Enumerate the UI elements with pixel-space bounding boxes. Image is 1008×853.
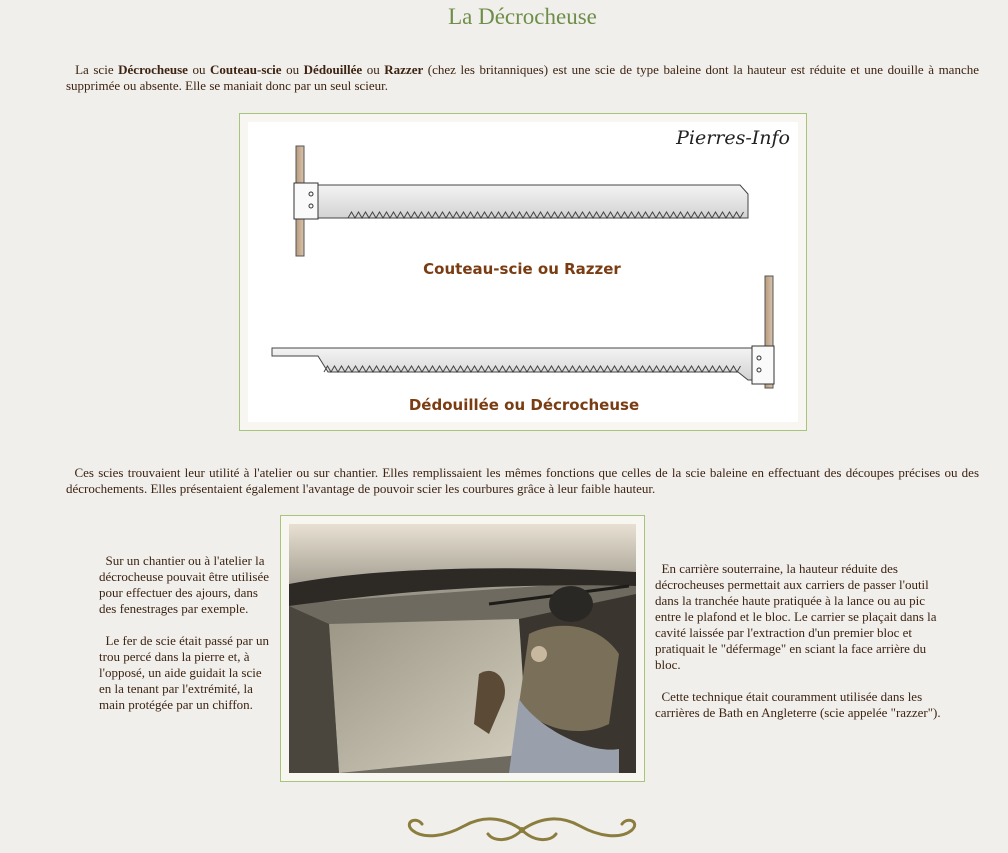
label-bottom: Dédouillée ou Décrocheuse (408, 396, 640, 414)
left-column (99, 553, 274, 729)
label-top: Couteau-scie ou Razzer (423, 260, 621, 278)
intro-paragraph: La scie Décrocheuse ou Couteau-scie ou Dédouillée ou Razzer (chez les britanniques) est une scie de type baleine dont la hauteur est réduite et une douille à manche supprimée ou absente. Elle se maniait donc par un seul scieur. (66, 62, 979, 93)
right-paragraph-2: Cette technique était couramment utilisée dans les carrières de Bath en Angleterre (scie appelée "razzer"). (655, 689, 941, 720)
quarry-photo (289, 524, 636, 773)
saw-diagram (248, 122, 798, 422)
left-paragraph-2: Le fer de scie était passé par un trou percé dans la pierre et, à l'opposé, un aide guidait la scie en la tenant par l'extrémité, la main protégée par un chiffon. (99, 633, 270, 712)
saw-diagram-frame (239, 113, 807, 431)
watermark: Pierres-Info (676, 127, 790, 149)
right-column (655, 561, 950, 737)
quarry-photo-frame (280, 515, 645, 782)
page-title: La Décrocheuse (448, 4, 597, 29)
left-paragraph-1: Sur un chantier ou à l'atelier la décrocheuse pouvait être utilisée pour effectuer des ajours, dans des fenestrages par exemple. (99, 553, 270, 616)
usage-paragraph: Ces scies trouvaient leur utilité à l'atelier ou sur chantier. Elles remplissaient les mêmes fonctions que celles de la scie baleine en effectuant des découpes précises ou des décrochements. Elles présentaient également l'avantage de pouvoir scier les courbures grâce à leur faible hauteur. (66, 465, 980, 496)
bottom-saw-drawing (272, 276, 774, 388)
decorative-scroll-ornament (402, 812, 642, 853)
top-saw-drawing (294, 146, 748, 256)
right-paragraph-1: En carrière souterraine, la hauteur réduite des décrocheuses permettait aux carriers de passer l'outil dans la tranchée haute pratiquée à la lance ou au pic entre le plafond et le bloc. Le carrier se plaçait dans la cavité laissée par l'extraction d'un premier bloc et pratiquait le "défermage" en sciant la face arrière du bloc. (655, 561, 937, 672)
